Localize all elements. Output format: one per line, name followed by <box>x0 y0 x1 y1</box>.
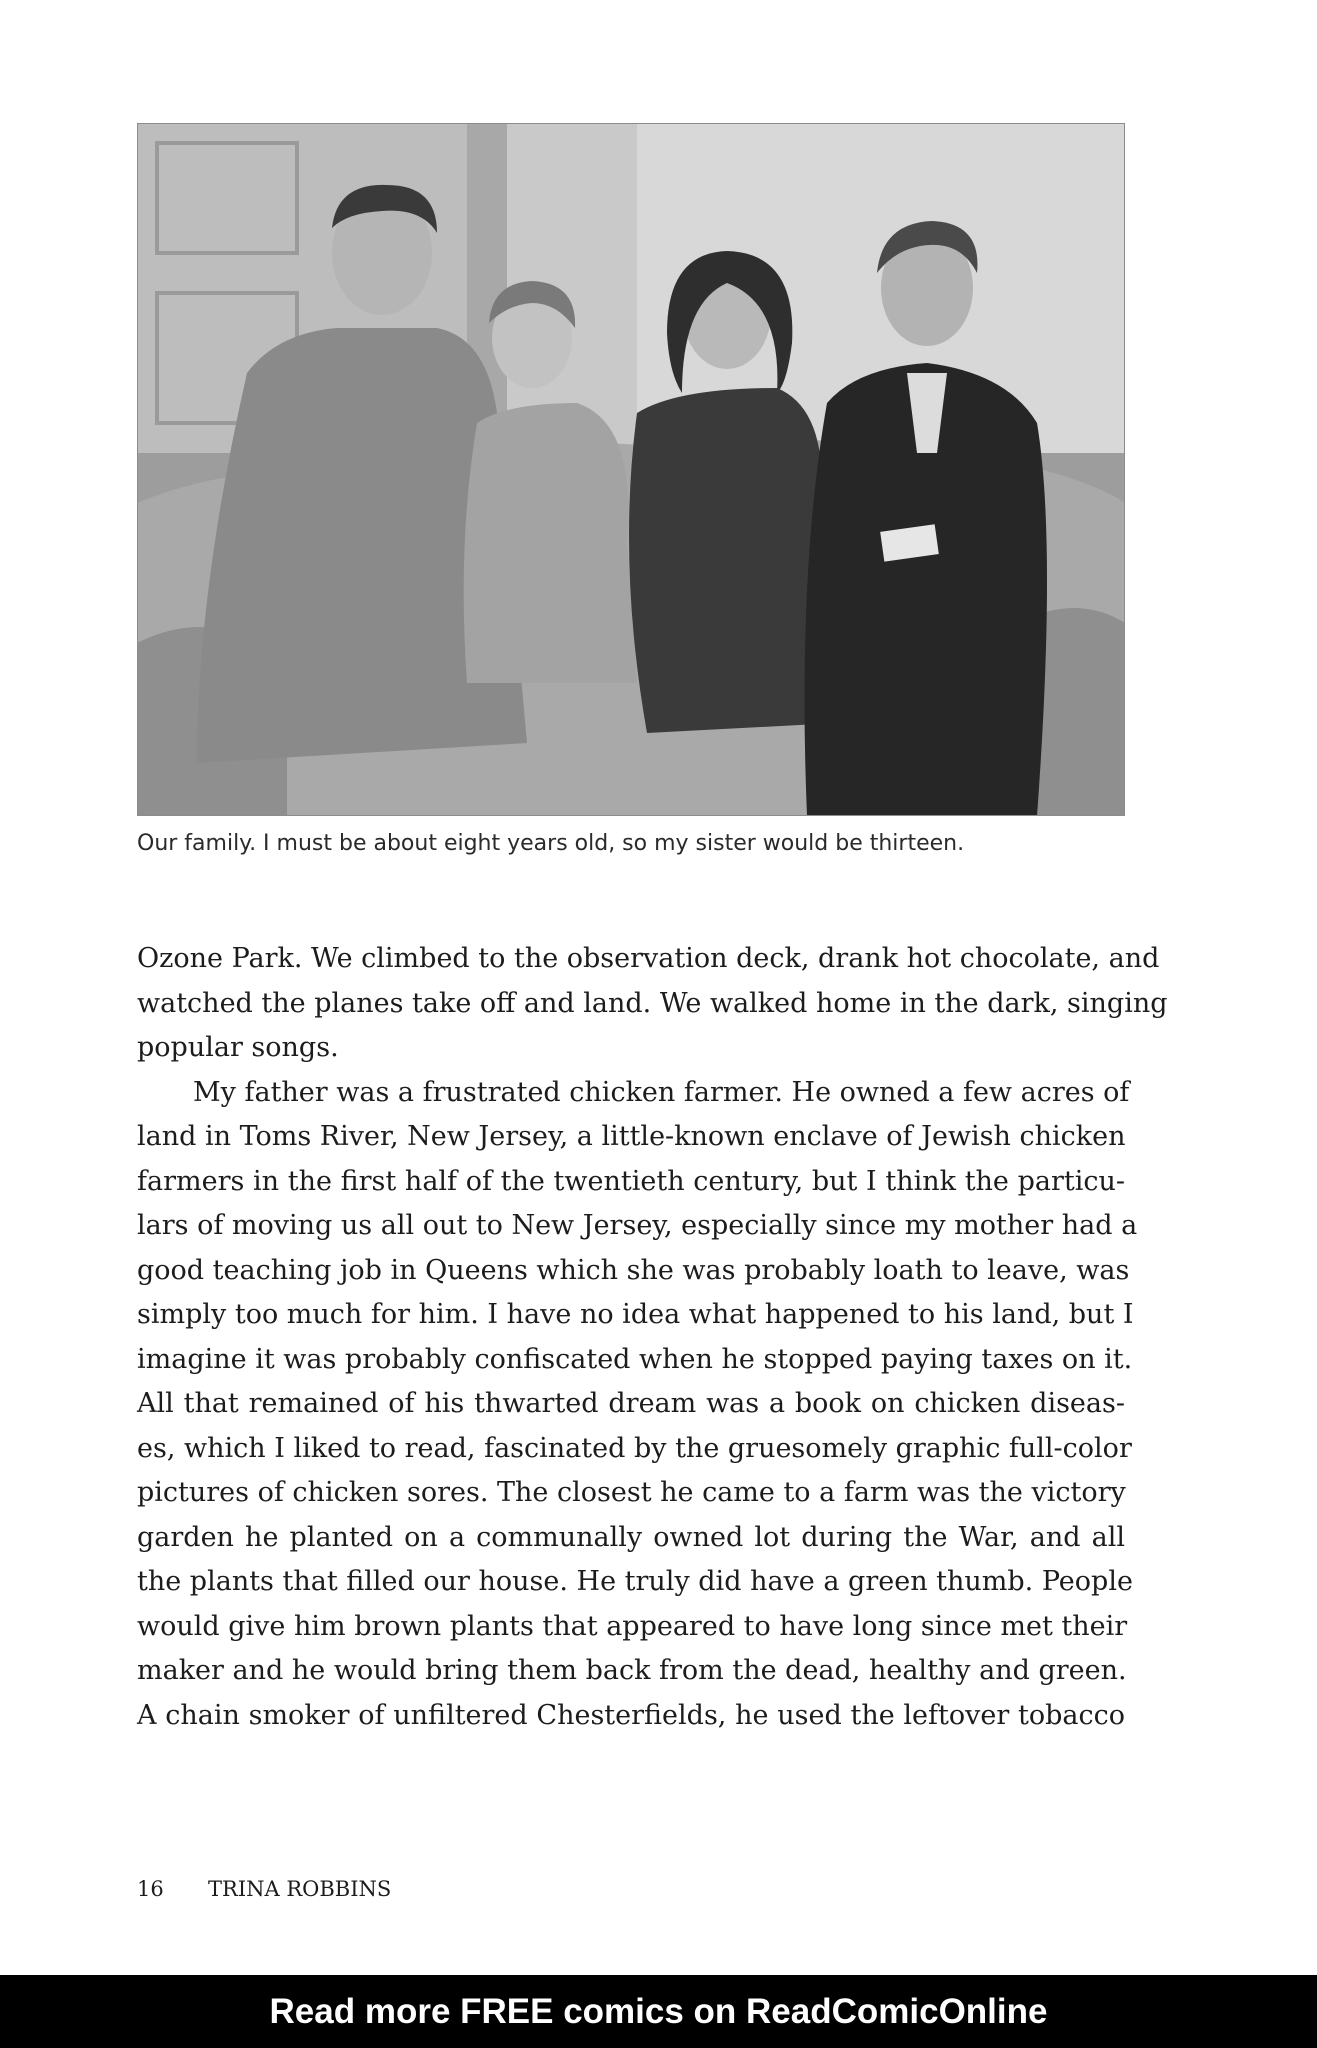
body-line: the plants that filled our house. He truly did have a green thumb. People <box>137 1566 1133 1597</box>
body-line: maker and he would bring them back from the dead, healthy and green. <box>137 1655 1127 1686</box>
promo-banner: Read more FREE comics on ReadComicOnline <box>0 1975 1317 2048</box>
photo-girl-dress <box>464 403 637 683</box>
body-line: popular songs. <box>137 1032 339 1063</box>
body-line: lars of moving us all out to New Jersey, especially since my mother had a <box>137 1210 1138 1241</box>
running-author: TRINA ROBBINS <box>208 1877 392 1901</box>
body-line: garden he planted on a communally owned lot during the War, and all <box>137 1521 1125 1553</box>
page-number: 16 <box>137 1877 164 1901</box>
body-line: es, which I liked to read, fascinated by the gruesomely graphic full-color <box>137 1432 1132 1464</box>
body-line: good teaching job in Queens which she was probably loath to leave, was <box>137 1254 1130 1286</box>
body-line: would give him brown plants that appeared to have long since met their <box>137 1610 1128 1642</box>
body-line: All that remained of his thwarted dream was a book on chicken diseas- <box>137 1388 1125 1419</box>
body-line: A chain smoker of unfiltered Chesterfields, he used the leftover tobacco <box>137 1699 1125 1731</box>
body-line: simply too much for him. I have no idea what happened to his land, but I <box>137 1299 1134 1330</box>
family-photo <box>137 123 1125 816</box>
body-line: land in Toms River, New Jersey, a little-known enclave of Jewish chicken <box>137 1121 1126 1152</box>
body-line: My father was a frustrated chicken farmer. He owned a few acres of <box>193 1076 1130 1108</box>
body-text <box>137 937 1168 1738</box>
body-line: Ozone Park. We climbed to the observation deck, drank hot chocolate, and <box>137 943 1160 974</box>
body-line: farmers in the first half of the twentieth century, but I think the particu- <box>137 1165 1125 1197</box>
body-line: imagine it was probably confiscated when he stopped paying taxes on it. <box>137 1343 1133 1375</box>
family-photo-image <box>137 123 1125 816</box>
photo-caption: Our family. I must be about eight years old, so my sister would be thirteen. <box>137 831 965 856</box>
page-footer <box>137 1874 391 1904</box>
body-line: pictures of chicken sores. The closest he came to a farm was the victory <box>137 1477 1126 1508</box>
body-line: watched the planes take off and land. We walked home in the dark, singing <box>137 987 1168 1019</box>
